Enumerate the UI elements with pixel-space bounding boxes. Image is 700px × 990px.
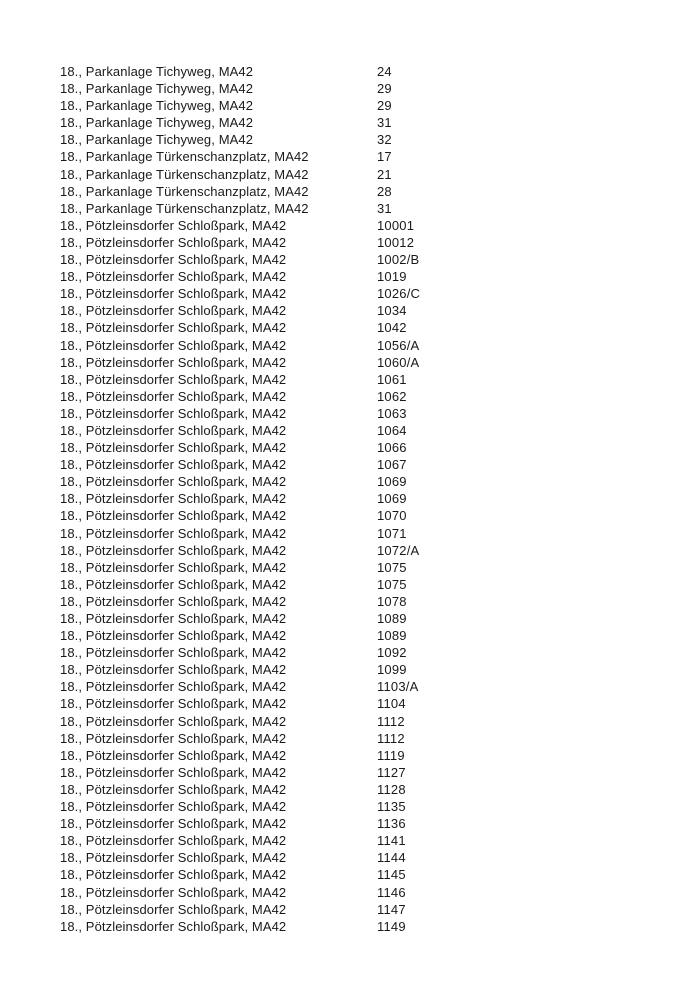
location-cell: 18., Pötzleinsdorfer Schloßpark, MA42	[60, 337, 287, 353]
value-cell: 1119	[377, 747, 405, 763]
location-cell: 18., Pötzleinsdorfer Schloßpark, MA42	[60, 286, 287, 302]
table-row	[60, 354, 660, 371]
table-row	[60, 678, 660, 695]
location-cell: 18., Pötzleinsdorfer Schloßpark, MA42	[60, 422, 287, 438]
table-row	[60, 234, 660, 251]
location-cell: 18., Pötzleinsdorfer Schloßpark, MA42	[60, 628, 287, 644]
location-cell: 18., Pötzleinsdorfer Schloßpark, MA42	[60, 764, 287, 780]
table-row	[60, 713, 660, 730]
value-cell: 1075	[377, 576, 407, 592]
table-row	[60, 388, 660, 405]
location-cell: 18., Parkanlage Tichyweg, MA42	[60, 132, 254, 148]
location-cell: 18., Pötzleinsdorfer Schloßpark, MA42	[60, 833, 287, 849]
value-cell: 1144	[377, 850, 406, 866]
table-row	[60, 901, 660, 918]
location-cell: 18., Pötzleinsdorfer Schloßpark, MA42	[60, 371, 287, 387]
location-cell: 18., Parkanlage Tichyweg, MA42	[60, 81, 254, 97]
table-row	[60, 542, 660, 559]
table-row	[60, 884, 660, 901]
location-cell: 18., Pötzleinsdorfer Schloßpark, MA42	[60, 252, 287, 268]
location-cell: 18., Pötzleinsdorfer Schloßpark, MA42	[60, 303, 287, 319]
value-cell: 1075	[377, 559, 407, 575]
location-cell: 18., Pötzleinsdorfer Schloßpark, MA42	[60, 679, 287, 695]
table-row	[60, 815, 660, 832]
location-cell: 18., Pötzleinsdorfer Schloßpark, MA42	[60, 850, 287, 866]
location-cell: 18., Pötzleinsdorfer Schloßpark, MA42	[60, 405, 287, 421]
value-cell: 1112	[377, 713, 405, 729]
table-row	[60, 456, 660, 473]
table-row	[60, 319, 660, 336]
value-cell: 1127	[377, 764, 406, 780]
location-cell: 18., Pötzleinsdorfer Schloßpark, MA42	[60, 799, 287, 815]
value-cell: 1103/A	[377, 679, 419, 695]
value-cell: 1128	[377, 781, 406, 797]
value-cell: 29	[377, 98, 392, 114]
value-cell: 1026/C	[377, 286, 421, 302]
location-cell: 18., Pötzleinsdorfer Schloßpark, MA42	[60, 457, 287, 473]
table-row	[60, 918, 660, 935]
value-cell: 1136	[377, 816, 406, 832]
location-cell: 18., Pötzleinsdorfer Schloßpark, MA42	[60, 884, 287, 900]
value-cell: 1060/A	[377, 354, 420, 370]
location-cell: 18., Pötzleinsdorfer Schloßpark, MA42	[60, 867, 287, 883]
table-row	[60, 166, 660, 183]
location-cell: 18., Pötzleinsdorfer Schloßpark, MA42	[60, 388, 287, 404]
value-cell: 1062	[377, 388, 407, 404]
table-row	[60, 63, 660, 80]
location-cell: 18., Pötzleinsdorfer Schloßpark, MA42	[60, 525, 287, 541]
value-cell: 1141	[377, 833, 406, 849]
table-row	[60, 730, 660, 747]
table-row	[60, 131, 660, 148]
table-row	[60, 849, 660, 866]
value-cell: 32	[377, 132, 392, 148]
table-row	[60, 114, 660, 131]
value-cell: 1078	[377, 593, 407, 609]
location-cell: 18., Pötzleinsdorfer Schloßpark, MA42	[60, 269, 287, 285]
table-row	[60, 80, 660, 97]
table-row	[60, 473, 660, 490]
value-cell: 1112	[377, 730, 405, 746]
table-row	[60, 798, 660, 815]
location-cell: 18., Pötzleinsdorfer Schloßpark, MA42	[60, 320, 287, 336]
location-cell: 18., Pötzleinsdorfer Schloßpark, MA42	[60, 918, 287, 934]
table-row	[60, 576, 660, 593]
value-cell: 1042	[377, 320, 407, 336]
table-row	[60, 371, 660, 388]
location-cell: 18., Pötzleinsdorfer Schloßpark, MA42	[60, 781, 287, 797]
table-row	[60, 593, 660, 610]
table-row	[60, 337, 660, 354]
value-cell: 17	[377, 149, 392, 165]
location-cell: 18., Pötzleinsdorfer Schloßpark, MA42	[60, 696, 287, 712]
value-cell: 1071	[377, 525, 407, 541]
value-cell: 1072/A	[377, 542, 420, 558]
location-cell: 18., Parkanlage Türkenschanzplatz, MA42	[60, 166, 309, 182]
table-row	[60, 610, 660, 627]
location-cell: 18., Pötzleinsdorfer Schloßpark, MA42	[60, 576, 287, 592]
table-row	[60, 559, 660, 576]
location-cell: 18., Pötzleinsdorfer Schloßpark, MA42	[60, 747, 287, 763]
value-cell: 31	[377, 200, 392, 216]
table-row	[60, 832, 660, 849]
location-cell: 18., Pötzleinsdorfer Schloßpark, MA42	[60, 217, 287, 233]
location-cell: 18., Pötzleinsdorfer Schloßpark, MA42	[60, 901, 287, 917]
location-cell: 18., Pötzleinsdorfer Schloßpark, MA42	[60, 491, 287, 507]
value-cell: 1146	[377, 884, 406, 900]
table-row	[60, 422, 660, 439]
value-cell: 24	[377, 64, 392, 79]
table-row	[60, 507, 660, 524]
value-cell: 1064	[377, 422, 407, 438]
location-cell: 18., Pötzleinsdorfer Schloßpark, MA42	[60, 234, 287, 250]
value-cell: 1135	[377, 799, 406, 815]
value-cell: 1067	[377, 457, 407, 473]
table-row	[60, 268, 660, 285]
location-cell: 18., Pötzleinsdorfer Schloßpark, MA42	[60, 611, 287, 626]
location-cell: 18., Parkanlage Türkenschanzplatz, MA42	[60, 183, 309, 199]
value-cell: 10001	[377, 217, 415, 233]
value-cell: 1061	[377, 371, 407, 387]
value-cell: 1002/B	[377, 252, 420, 268]
table-row	[60, 200, 660, 217]
table-row	[60, 439, 660, 456]
value-cell: 1147	[377, 901, 406, 917]
value-cell: 28	[377, 183, 392, 199]
table-row	[60, 627, 660, 644]
location-cell: 18., Pötzleinsdorfer Schloßpark, MA42	[60, 559, 287, 575]
value-cell: 1149	[377, 918, 406, 934]
table-row	[60, 747, 660, 764]
location-cell: 18., Parkanlage Tichyweg, MA42	[60, 115, 254, 131]
table-row	[60, 251, 660, 268]
value-cell: 21	[377, 166, 392, 182]
location-cell: 18., Pötzleinsdorfer Schloßpark, MA42	[60, 474, 287, 490]
value-cell: 1145	[377, 867, 406, 883]
value-cell: 1056/A	[377, 337, 420, 353]
value-cell: 1070	[377, 508, 407, 524]
location-table	[60, 63, 660, 935]
location-cell: 18., Parkanlage Türkenschanzplatz, MA42	[60, 149, 309, 165]
location-cell: 18., Pötzleinsdorfer Schloßpark, MA42	[60, 508, 287, 524]
table-row	[60, 183, 660, 200]
value-cell: 31	[377, 115, 392, 131]
table-row	[60, 97, 660, 114]
table-row	[60, 644, 660, 661]
table-row	[60, 148, 660, 165]
table-row	[60, 866, 660, 883]
location-cell: 18., Pötzleinsdorfer Schloßpark, MA42	[60, 593, 287, 609]
value-cell: 1069	[377, 474, 407, 490]
value-cell: 1089	[377, 611, 407, 626]
table-row	[60, 525, 660, 542]
value-cell: 1063	[377, 405, 407, 421]
table-row	[60, 285, 660, 302]
value-cell: 1089	[377, 628, 407, 644]
location-cell: 18., Parkanlage Tichyweg, MA42	[60, 98, 254, 114]
value-cell: 1019	[377, 269, 407, 285]
table-row	[60, 302, 660, 319]
value-cell: 1069	[377, 491, 407, 507]
location-cell: 18., Pötzleinsdorfer Schloßpark, MA42	[60, 816, 287, 832]
location-cell: 18., Pötzleinsdorfer Schloßpark, MA42	[60, 662, 287, 678]
value-cell: 1104	[377, 696, 406, 712]
location-cell: 18., Pötzleinsdorfer Schloßpark, MA42	[60, 440, 287, 456]
value-cell: 1099	[377, 662, 407, 678]
value-cell: 1066	[377, 440, 407, 456]
table-row	[60, 490, 660, 507]
location-cell: 18., Pötzleinsdorfer Schloßpark, MA42	[60, 354, 287, 370]
table-row	[60, 661, 660, 678]
table-row	[60, 695, 660, 712]
table-row	[60, 217, 660, 234]
table-row	[60, 405, 660, 422]
table-row	[60, 764, 660, 781]
location-cell: 18., Pötzleinsdorfer Schloßpark, MA42	[60, 713, 287, 729]
location-cell: 18., Parkanlage Tichyweg, MA42	[60, 64, 254, 79]
value-cell: 10012	[377, 234, 415, 250]
value-cell: 29	[377, 81, 392, 97]
value-cell: 1092	[377, 645, 407, 661]
location-cell: 18., Pötzleinsdorfer Schloßpark, MA42	[60, 730, 287, 746]
location-cell: 18., Pötzleinsdorfer Schloßpark, MA42	[60, 542, 287, 558]
table-row	[60, 781, 660, 798]
location-cell: 18., Parkanlage Türkenschanzplatz, MA42	[60, 200, 309, 216]
location-cell: 18., Pötzleinsdorfer Schloßpark, MA42	[60, 645, 287, 661]
value-cell: 1034	[377, 303, 407, 319]
